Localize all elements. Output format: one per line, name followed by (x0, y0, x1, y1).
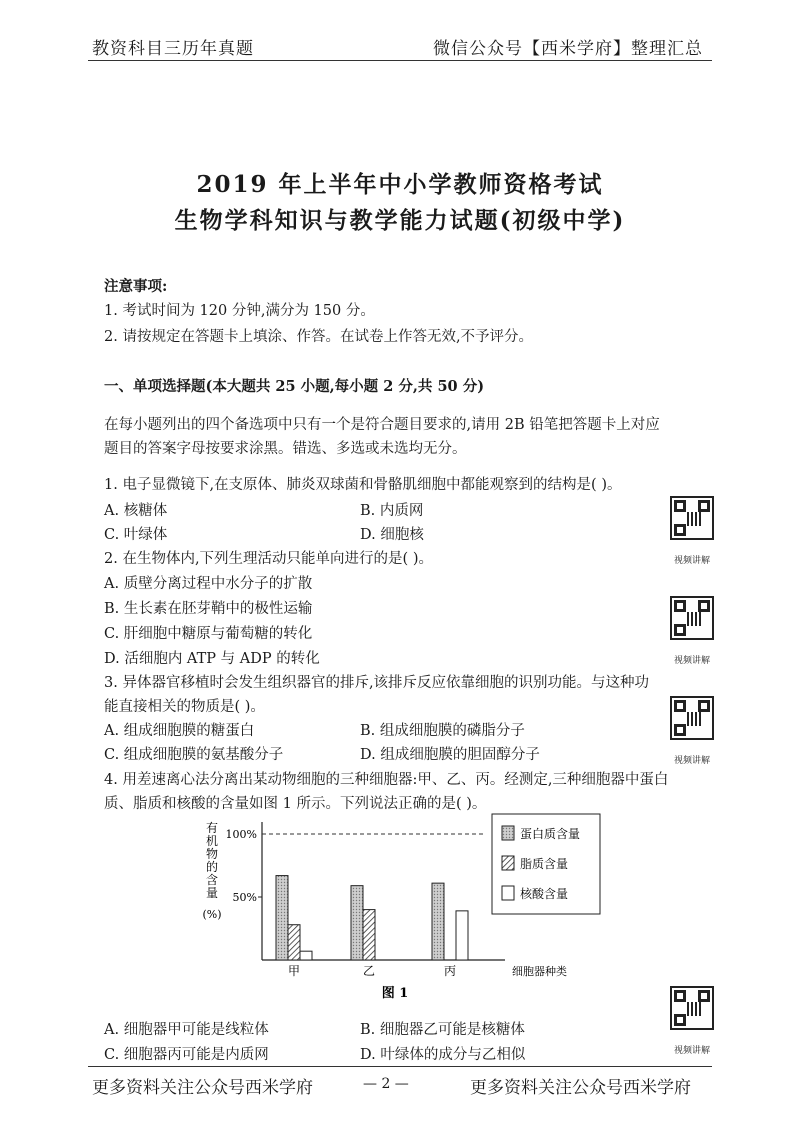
q2-stem: 2. 在生物体内,下列生理活动只能单向进行的是( )。 (104, 551, 433, 567)
q2-option-c: C. 肝细胞中糖原与葡萄糖的转化 (104, 626, 313, 642)
qr-caption: 视频讲解 (673, 1046, 710, 1056)
bar-核酸含量 (300, 951, 312, 960)
qr-code-icon[interactable] (670, 596, 714, 640)
section-heading: 一、单项选择题(本大题共 25 小题,每小题 2 分,共 50 分) (104, 378, 485, 395)
q3-stem-2: 能直接相关的物质是( )。 (104, 699, 265, 715)
footer-right: 更多资料关注公众号西米学府 (470, 1078, 691, 1098)
y-axis-label-char: 机 (205, 834, 219, 848)
figure-caption: 图 1 (381, 986, 409, 1001)
qr-caption: 视频讲解 (673, 556, 710, 566)
bar-蛋白质含量 (432, 883, 444, 960)
qr-code-icon[interactable] (670, 986, 714, 1030)
q3-option-b: B. 组成细胞膜的磷脂分子 (360, 723, 525, 739)
section-intro-2: 题目的答案字母按要求涂黑。错选、多选或未选均无分。 (104, 441, 467, 457)
q4-option-a: A. 细胞器甲可能是线粒体 (104, 1022, 269, 1038)
x-tick-label: 乙 (362, 964, 376, 978)
legend-label: 蛋白质含量 (520, 827, 581, 841)
x-tick-label: 丙 (443, 964, 457, 978)
section-intro-1: 在每小题列出的四个备选项中只有一个是符合题目要求的,请用 2B 铅笔把答题卡上对应 (104, 417, 660, 433)
notes-item-1: 1. 考试时间为 120 分钟,满分为 150 分。 (104, 303, 375, 319)
q1-option-a: A. 核糖体 (104, 503, 168, 519)
q3-option-d: D. 组成细胞膜的胆固醇分子 (360, 747, 540, 763)
notes-heading: 注意事项: (104, 278, 168, 295)
x-axis-label: 细胞器种类 (512, 965, 567, 978)
bar-核酸含量 (456, 911, 468, 960)
qr-code-icon[interactable] (670, 696, 714, 740)
q1-option-b: B. 内质网 (360, 503, 424, 519)
q1-option-c: C. 叶绿体 (104, 527, 168, 543)
q2-option-d: D. 活细胞内 ATP 与 ADP 的转化 (104, 651, 320, 667)
qr-caption: 视频讲解 (673, 756, 710, 766)
bar-蛋白质含量 (276, 876, 288, 960)
bar-脂质含量 (363, 910, 375, 960)
y-tick-label: 100% (225, 828, 257, 841)
y-tick-label: 50% (232, 891, 257, 904)
y-axis-label-char: 有 (205, 821, 219, 835)
q4-stem-1: 4. 用差速离心法分离出某动物细胞的三种细胞器:甲、乙、丙。经测定,三种细胞器中蛋白 (104, 772, 669, 788)
q3-option-c: C. 组成细胞膜的氨基酸分子 (104, 747, 284, 763)
y-axis-label-char: 量 (205, 886, 219, 900)
q4-option-d: D. 叶绿体的成分与乙相似 (360, 1047, 526, 1063)
q2-option-a: A. 质壁分离过程中水分子的扩散 (104, 576, 313, 592)
x-tick-label: 甲 (287, 964, 301, 978)
q1-option-d: D. 细胞核 (360, 527, 424, 543)
legend-label: 脂质含量 (520, 857, 569, 871)
y-axis-unit: (%) (202, 908, 222, 921)
y-axis-label-char: 含 (205, 873, 219, 887)
legend-swatch (502, 886, 514, 900)
exam-subtitle: 生物学科知识与教学能力试题(初级中学) (174, 207, 626, 234)
y-axis-label-char: 物 (205, 847, 219, 861)
organelle-content-chart (190, 812, 620, 1007)
y-axis-label-char: 的 (205, 860, 219, 874)
notes-item-2: 2. 请按规定在答题卡上填涂、作答。在试卷上作答无效,不予评分。 (104, 329, 534, 345)
q1-stem: 1. 电子显微镜下,在支原体、肺炎双球菌和骨骼肌细胞中都能观察到的结构是( )。 (104, 477, 622, 493)
legend-swatch (502, 856, 514, 870)
header-right: 微信公众号【西米学府】整理汇总 (433, 39, 703, 59)
bar-脂质含量 (288, 925, 300, 960)
q4-option-c: C. 细胞器丙可能是内质网 (104, 1047, 269, 1063)
q4-stem-2: 质、脂质和核酸的含量如图 1 所示。下列说法正确的是( )。 (104, 796, 487, 812)
exam-title: 2019 年上半年中小学教师资格考试 (196, 171, 604, 198)
bar-蛋白质含量 (351, 886, 363, 960)
q4-option-b: B. 细胞器乙可能是核糖体 (360, 1022, 525, 1038)
header-rule (88, 60, 712, 61)
q3-option-a: A. 组成细胞膜的糖蛋白 (104, 723, 255, 739)
footer-rule (88, 1066, 712, 1067)
legend-swatch (502, 826, 514, 840)
qr-caption: 视频讲解 (673, 656, 710, 666)
legend-label: 核酸含量 (520, 887, 569, 901)
q2-option-b: B. 生长素在胚芽鞘中的极性运输 (104, 601, 313, 617)
footer-left: 更多资料关注公众号西米学府 (92, 1078, 313, 1098)
qr-code-icon[interactable] (670, 496, 714, 540)
header-left: 教资科目三历年真题 (92, 39, 254, 59)
q3-stem-1: 3. 异体器官移植时会发生组织器官的排斥,该排斥反应依靠细胞的识别功能。与这种功 (104, 675, 650, 691)
page-number: — 2 — (363, 1076, 409, 1092)
